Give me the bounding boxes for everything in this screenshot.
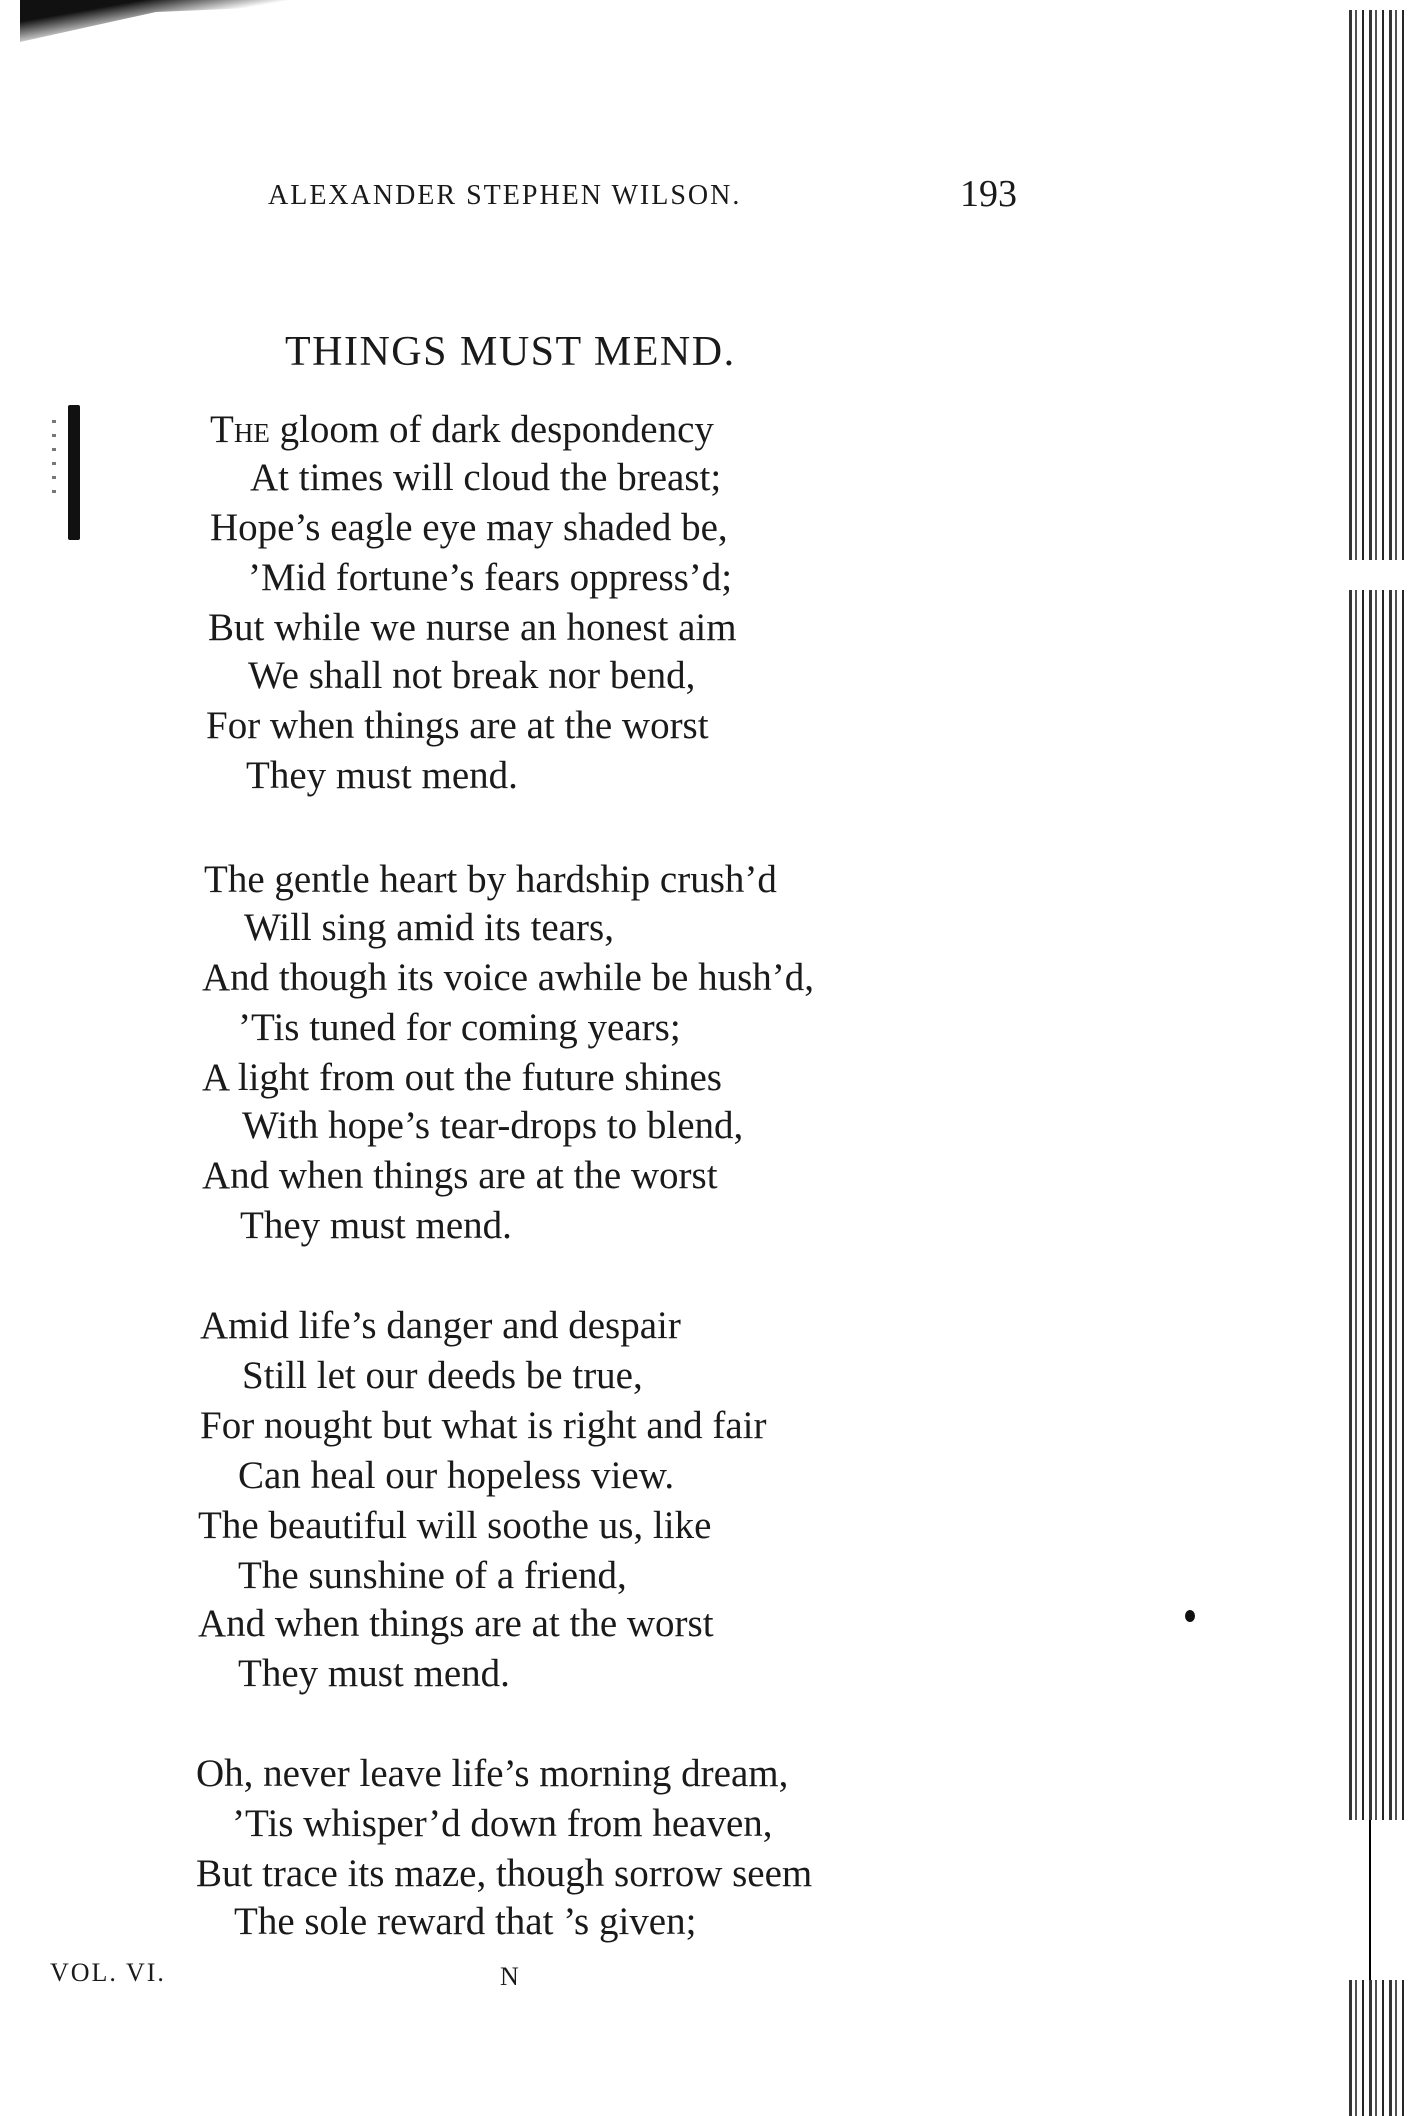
poem-line: But trace its maze, though sorrow seem bbox=[196, 1852, 813, 1895]
volume-label: VOL. VI. bbox=[50, 1958, 166, 1987]
signature-mark: N bbox=[500, 1962, 519, 1991]
scan-corner-shadow bbox=[20, 0, 360, 60]
scan-left-dots bbox=[52, 420, 56, 500]
poem-line: The gloom of dark despondency bbox=[210, 408, 714, 451]
poem-line: Oh, never leave life’s morning dream, bbox=[196, 1752, 789, 1795]
poem-line: The sunshine of a friend, bbox=[238, 1554, 627, 1597]
poem-line: Hope’s eagle eye may shaded be, bbox=[210, 506, 728, 549]
scan-gutter-gap bbox=[1349, 560, 1409, 590]
poem-line: With hope’s tear-drops to blend, bbox=[242, 1104, 744, 1147]
poem-line: We shall not break nor bend, bbox=[248, 654, 696, 697]
poem-line: ’Tis tuned for coming years; bbox=[238, 1006, 681, 1049]
poem-line: Still let our deeds be true, bbox=[242, 1354, 643, 1397]
ink-dot bbox=[1185, 1610, 1195, 1622]
poem-line: Will sing amid its tears, bbox=[244, 906, 614, 949]
poem-first-word: The bbox=[210, 408, 270, 451]
poem-line: They must mend. bbox=[238, 1652, 510, 1695]
scan-left-mark bbox=[68, 405, 80, 540]
poem-line: ’Tis whisper’d down from heaven, bbox=[232, 1802, 773, 1845]
scan-gutter-gap bbox=[1349, 1820, 1409, 1980]
poem-line: But while we nurse an honest aim bbox=[208, 606, 737, 649]
poem-line: The gentle heart by hardship crush’d bbox=[204, 858, 777, 901]
poem-line: For nought but what is right and fair bbox=[200, 1404, 767, 1447]
poem-line: ’Mid fortune’s fears oppress’d; bbox=[248, 556, 733, 599]
poem-line: Can heal our hopeless view. bbox=[238, 1454, 675, 1497]
poem-line: The sole reward that ’s given; bbox=[234, 1900, 697, 1943]
poem-line: The beautiful will soothe us, like bbox=[198, 1504, 712, 1547]
poem-line: They must mend. bbox=[240, 1204, 512, 1247]
poem-line: Amid life’s danger and despair bbox=[200, 1304, 681, 1347]
scan-gutter-edge bbox=[1349, 10, 1409, 2116]
poem-line: And when things are at the worst bbox=[202, 1154, 718, 1197]
poem-line: At times will cloud the breast; bbox=[250, 456, 722, 499]
page-number: 193 bbox=[960, 173, 1017, 215]
poem-title: THINGS MUST MEND. bbox=[285, 329, 736, 375]
running-head: ALEXANDER STEPHEN WILSON. bbox=[268, 180, 742, 211]
poem-line: A light from out the future shines bbox=[202, 1056, 722, 1099]
poem-line: And when things are at the worst bbox=[198, 1602, 714, 1645]
poem-line: For when things are at the worst bbox=[206, 704, 709, 747]
poem-line: They must mend. bbox=[246, 754, 518, 797]
poem-line: And though its voice awhile be hush’d, bbox=[202, 956, 814, 999]
